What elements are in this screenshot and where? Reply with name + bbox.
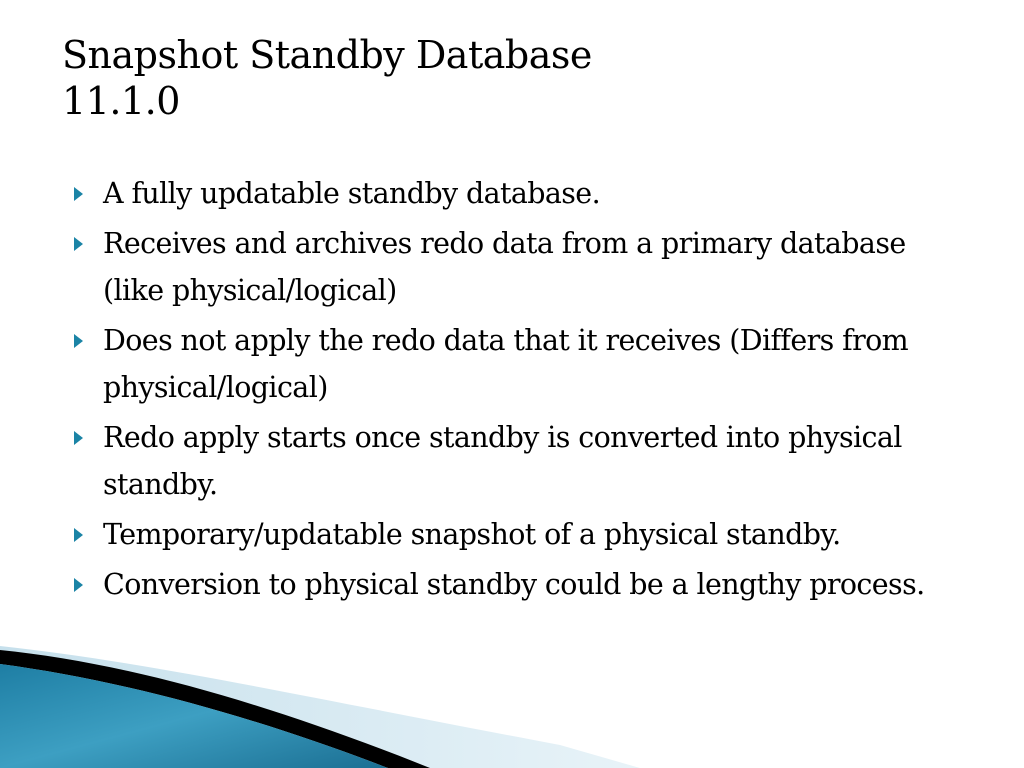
slide-title-line-1: Snapshot Standby Database: [62, 33, 592, 77]
bullet-text: A fully updatable standby database.: [103, 177, 601, 210]
bullet-text: Does not apply the redo data that it receives (Differs from physical/logical): [103, 324, 909, 404]
slide-title-line-2: 11.1.0: [62, 79, 180, 123]
bullet-text: Conversion to physical standby could be a lengthy process.: [103, 568, 925, 601]
bullet-text: Receives and archives redo data from a primary database (like physical/logical): [103, 227, 906, 307]
bullet-text: Redo apply starts once standby is converted into physical standby.: [103, 421, 902, 501]
bullet-text: Temporary/updatable snapshot of a physical standby.: [103, 518, 841, 551]
